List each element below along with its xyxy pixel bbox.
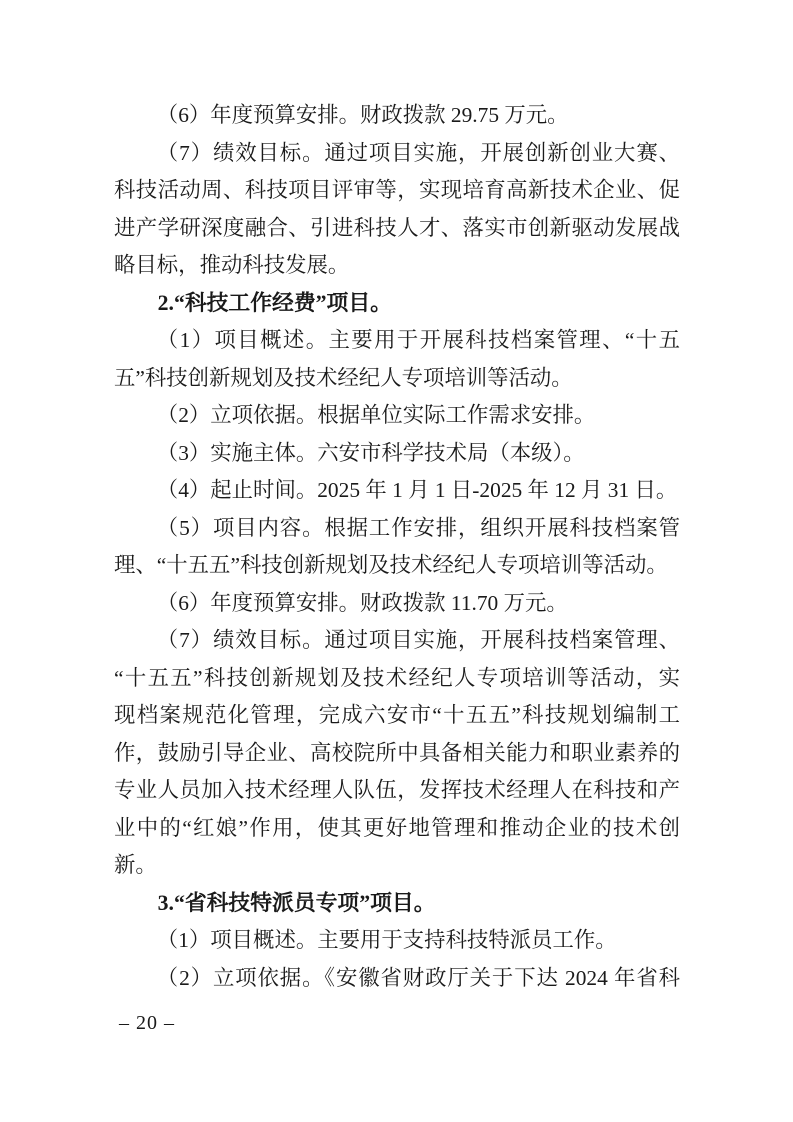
paragraph-project3-overview	[114, 922, 680, 960]
section-heading-project2	[114, 285, 680, 323]
page-footer	[119, 1010, 175, 1036]
text-line: 新。	[114, 853, 157, 877]
text-line: （2）立项依据。《安徽省财政厅关于下达 2024 年省科	[156, 965, 680, 990]
paragraph-performance-goal-project2	[114, 622, 680, 885]
text-line: （6）年度预算安排。财政拨款 29.75 万元。	[156, 103, 569, 127]
text-line: 业中的“红娘”作用，使其更好地管理和推动企业的技术创	[114, 815, 680, 840]
text-line: 进产学研深度融合、引进科技人才、落实市创新驱动发展战	[114, 215, 680, 240]
paragraph-annual-budget-11-70	[114, 585, 680, 623]
paragraph-performance-goal-project1	[114, 135, 680, 285]
text-line: “十五五”科技创新规划及技术经纪人专项培训等活动，实	[114, 665, 680, 690]
text-line: （2）立项依据。根据单位实际工作需求安排。	[156, 403, 596, 427]
text-line: 现档案规范化管理，完成六安市“十五五”科技规划编制工	[114, 703, 680, 727]
text-line: 理、“十五五”科技创新规划及技术经纪人专项培训等活动。	[114, 553, 668, 577]
paragraph-project2-content	[114, 510, 680, 585]
paragraph-project2-implementer	[114, 435, 680, 473]
text-line: （4）起止时间。2025 年 1 月 1 日-2025 年 12 月 31 日。	[156, 478, 678, 502]
heading-line: 3.“省科技特派员专项”项目。	[157, 890, 436, 915]
heading-line: 2.“科技工作经费”项目。	[157, 290, 392, 315]
text-line: 科技活动周、科技项目评审等，实现培育高新技术企业、促	[114, 178, 680, 202]
document-body	[114, 97, 680, 997]
text-line: 作，鼓励引导企业、高校院所中具备相关能力和职业素养的	[114, 740, 680, 765]
text-line: 专业人员加入技术经理人队伍，发挥技术经理人在科技和产	[114, 778, 680, 802]
page-number: – 20 –	[119, 1012, 175, 1034]
text-line: （3）实施主体。六安市科学技术局（本级）。	[156, 440, 585, 465]
paragraph-project2-overview	[114, 322, 680, 397]
text-line: （6）年度预算安排。财政拨款 11.70 万元。	[156, 590, 568, 615]
text-line: （7）绩效目标。通过项目实施，开展创新创业大赛、	[156, 140, 680, 165]
paragraph-project2-basis	[114, 397, 680, 435]
text-line: （1）项目概述。主要用于支持科技特派员工作。	[156, 928, 617, 952]
paragraph-project2-duration	[114, 472, 680, 510]
text-line: 略目标，推动科技发展。	[114, 253, 350, 277]
paragraph-annual-budget-29-75	[114, 97, 680, 135]
text-line: 五”科技创新规划及技术经纪人专项培训等活动。	[114, 365, 573, 390]
section-heading-project3	[114, 885, 680, 923]
paragraph-project3-basis	[114, 960, 680, 998]
text-line: （1）项目概述。主要用于开展科技档案管理、“十五	[156, 328, 680, 352]
text-line: （7）绩效目标。通过项目实施，开展科技档案管理、	[156, 628, 680, 652]
text-line: （5）项目内容。根据工作安排，组织开展科技档案管	[156, 515, 680, 540]
